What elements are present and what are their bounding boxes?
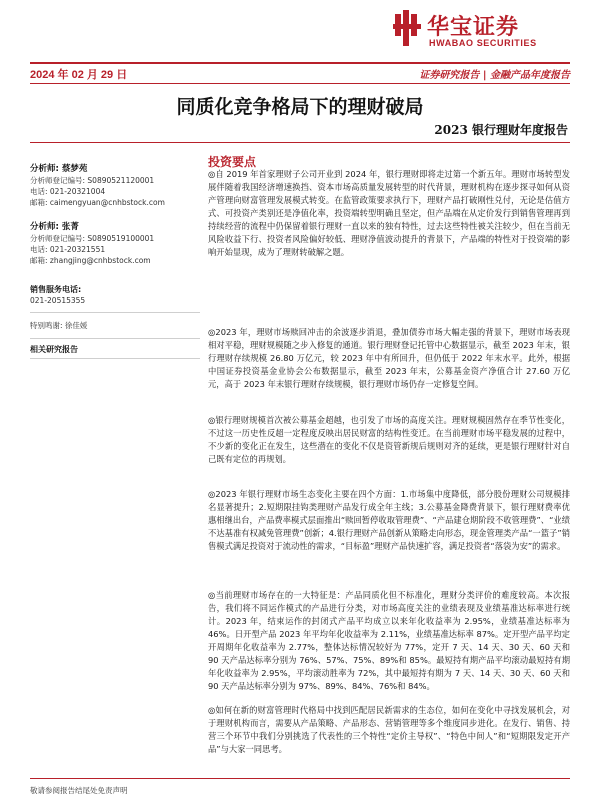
report-subtitle: 2023 银行理财年度报告 [434,123,568,137]
title-rule [30,142,570,143]
analyst-email[interactable]: 邮箱: caimengyuan@cnhbstock.com [30,198,165,207]
sales-phone: 021-20515355 [30,296,86,305]
sidebar-divider [30,358,200,359]
sales-block [30,284,200,306]
related-reports-heading: 相关研究报告 [30,345,78,354]
sidebar-divider [30,312,200,313]
analyst-phone: 电话: 021-20321551 [30,245,106,254]
analyst-phone: 电话: 021-20321004 [30,187,106,196]
special-thanks: 特别鸣谢: 徐佳媛 [30,321,88,330]
analyst-email[interactable]: 邮箱: zhangjing@cnhbstock.com [30,256,151,265]
key-point-paragraph: ◎2023 年银行理财市场生态变化主要在四个方面：1.市场集中度降低，部分股份理财公司规模排名显著提升；2.短期限挂钩类理财产品发行成全年主线；3.公募基金降费背景下，银行理财费率优惠相继出台，产品费率模式层面推出“赎回暂停收取管理费”、“产品建仓期阶段不收管理费”、“业绩不达基准有权减免管理费”创新；4.银行理财产品创新从策略走向形态，现金管理类产品“一篮子”销售模式满足投资对于流动性的需求，“目标盈”理财产品快速扩容，满足投资者“落袋为安”的需求。 [208,489,570,551]
sidebar-divider [30,338,200,339]
report-category: 证券研究报告 | 金融产品年度报告 [419,70,570,81]
analyst-block-2 [30,222,200,266]
header-rule-lower [30,83,570,84]
key-point-paragraph: ◎如何在新的财富管理时代格局中找到匹配居民新需求的生态位，如何在变化中寻找发展机会，对于理财机构而言，需要从产品策略、产品形态、营销管理等多个维度同步进化。在发行、销售、持营三个环节中我们分别挑选了代表性的三个特性“定价主导权”、“特色中间人”和“短期限发定开产品”与大家一同思考。 [208,705,570,754]
logo-english-name: HWABAO SECURITIES [429,38,537,48]
key-point-paragraph: ◎银行理财规模首次被公募基金超越，也引发了市场的高度关注。理财规模固然存在季节性变化，不过这一历史性反超一定程度反映出居民财富的结构性变迁。在当前理财市场平稳发展的过程中，不少新的变化正在发生，这些潜在的变化不仅是资管新规后规则对齐的延续，更是银行理财针对自己既有定位的再规划。 [208,415,570,464]
report-date: 2024 年 02 月 29 日 [30,69,128,81]
analyst-block-1 [30,164,200,208]
analyst-cert: 分析师登记编号: S0890519100001 [30,234,155,243]
logo-mark-icon [393,8,425,50]
company-logo [393,8,593,50]
disclaimer-note: 敬请参阅报告结尾处免责声明 [30,786,128,795]
sales-label: 销售服务电话: [30,285,82,294]
key-point-paragraph: ◎自 2019 年首家理财子公司开业到 2024 年，银行理财即将走过第一个新五年。理财市场转型发展伴随着我国经济增速换挡、资本市场高质量发展转型的时代背景，理财机构在逐步探寻如何从资产管理向财富管理发展模式转变。在监管政策要求执行下，理财产品打破刚性兑付，无论是估值方式、可投资产类别还是净值化率，投资端转型明确且坚定，但产品端在从定价发行到销售管理再到持续经营的流程中仍保留着银行理财一直以来的独有特性，过去这些特性被关注较少，但在当前无风险收益下行、投资者风险偏好较低、理财净值波动提升的背景下，产品端的特性对于投资端的影响开始显现，成为了理财转破解之题。 [208,169,570,257]
analyst-cert: 分析师登记编号: S0890521120001 [30,176,155,185]
key-point-paragraph: ◎2023 年，理财市场赎回冲击的余波逐步消退，叠加债券市场大幅走强的背景下，理财市场表现相对平稳，理财规模随之步入修复的通道。银行理财登记托管中心数据显示，截至 2023 年末，银行理财存续规模 26.80 万亿元，较 2023 年中有所回升，但仍低于 2022 年末水平。此外，根据中国证券投资基金业协会公布数据显示，截至 2023 年末，公募基金资产净值合计 27.60 万亿元，高于 2023 年末银行理财存续规模，银行理财市场仍存一定修复空间。 [208,327,570,389]
footer-rule [30,778,570,779]
key-points-title: 投资要点 [208,155,257,169]
logo-chinese-name: 华宝证券 [427,15,520,40]
header-rule [30,62,570,64]
report-title: 同质化竞争格局下的理财破局 [176,96,424,118]
key-point-paragraph: ◎当前理财市场存在的一大特征是：产品同质化但不标准化，理财分类评价的难度较高。本次报告，我们将不同运作模式的产品进行分类，对市场高度关注的业绩表现及业绩基准达标率进行统计。2023 年，结束运作的封闭式产品平均成立以来年化收益率为 2.95%，业绩基准达标率为 46%。日开型产品 2023 年平均年化收益率为 2.11%，业绩基准达标率 87%。定开型产品平均定开周期年化收益率为 2.77%，整体达标情况较好为 77%，定开 7 天、14 天、30 天、60 天和 90 天产品达标率分别为 76%、57%、75%、89%和 85%。最短持有期产品平均滚动最短持有期年化收益率为 2.95%，平均滚动胜率为 72%，其中最短持有期为 7 天、14 天、30 天、60 天和 90 天产品达标率分别为 97%、89%、84%、76%和 84%。 [208,590,570,691]
analyst-name: 分析师: 张菁 [30,222,79,232]
analyst-name: 分析师: 蔡梦苑 [30,164,88,174]
